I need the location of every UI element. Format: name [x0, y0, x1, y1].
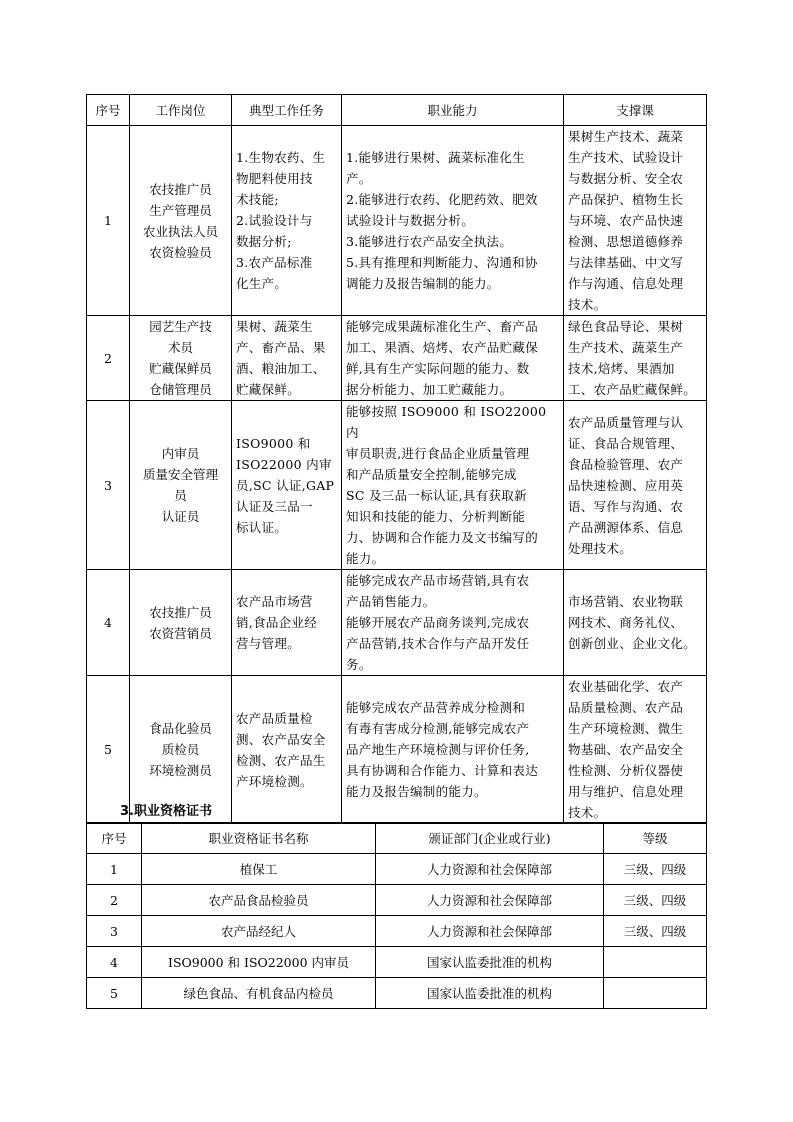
cert-table-row: [87, 978, 707, 1009]
course-cell-line: 果树生产技术、蔬菜: [568, 129, 684, 144]
header-no: 序号: [87, 95, 130, 126]
course-cell-line: 证、食品合规管理、: [568, 435, 684, 451]
course-cell-line: 农产品质量管理与认: [568, 414, 684, 430]
position-cell-line: 贮藏保鲜员: [149, 361, 212, 376]
task-cell-line: 销,食品企业经: [236, 615, 318, 630]
position-cell: [130, 570, 232, 676]
cert-level: 三级、四级: [604, 916, 707, 947]
cert-level: 三级、四级: [604, 854, 707, 885]
cert-table-row: [87, 885, 707, 916]
cert-header-no: 序号: [87, 823, 142, 854]
ability-cell-line: 5.具有推理和判断能力、沟通和协: [346, 255, 538, 270]
course-cell-line: 创新创业、企业文化。: [568, 636, 697, 651]
task-cell: [232, 570, 342, 676]
cert-no: 1: [87, 854, 142, 885]
course-cell-line: 品快速检测、应用英: [568, 477, 684, 493]
course-cell-line: 技术。: [568, 805, 607, 820]
row-number: 1: [87, 126, 130, 316]
task-cell-line: 农产品市场营: [236, 594, 313, 609]
task-cell-line: 营与管理。: [236, 636, 301, 651]
cert-table-header: [87, 823, 707, 854]
ability-cell: [342, 401, 564, 570]
position-cell-line: 术员: [167, 340, 193, 355]
cert-name: 农产品经纪人: [142, 916, 376, 947]
position-cell-line: 农技推广员: [149, 604, 212, 620]
course-cell-line: 食品检验管理、农产: [568, 456, 684, 472]
cert-header-dept: 颁证部门(企业或行业): [376, 823, 604, 854]
course-cell-line: 产品溯源体系、信息: [568, 519, 684, 535]
course-cell-line: 网技术、商务礼仪、: [568, 615, 684, 630]
ability-cell-line: 能力。: [346, 551, 385, 566]
course-cell-line: 农业基础化学、农产: [568, 679, 684, 694]
ability-cell-line: 调能力及报告编制的能力。: [346, 276, 500, 291]
course-cell-line: 物基础、农产品安全: [568, 742, 684, 757]
task-cell-line: 术技能;: [236, 192, 279, 207]
course-cell-line: 与法律基础、中文写: [568, 255, 684, 270]
position-cell-line: 园艺生产技: [149, 319, 212, 334]
ability-cell: [342, 316, 564, 401]
cert-table-row: [87, 854, 707, 885]
position-cell: [130, 126, 232, 316]
course-cell-line: 生产技术、蔬菜生产: [568, 340, 684, 355]
task-cell-line: 物肥料使用技: [236, 171, 313, 186]
task-cell: [232, 126, 342, 316]
course-cell-line: 用与维护、信息处理: [568, 784, 684, 799]
task-cell-line: 检测、农产品生: [236, 752, 326, 768]
cert-dept: 人力资源和社会保障部: [376, 885, 604, 916]
job-table-row: [87, 316, 707, 401]
task-cell-line: ISO9000 和: [236, 435, 311, 451]
cert-header-name: 职业资格证书名称: [142, 823, 376, 854]
position-cell: [130, 401, 232, 570]
task-cell-line: 1.生物农药、生: [236, 150, 326, 165]
ability-cell-line: 具有协调和合作能力、计算和表达: [346, 763, 539, 778]
course-cell-line: 作与沟通、信息处理: [568, 276, 684, 291]
position-cell-line: 仓储管理员: [149, 382, 212, 397]
task-cell: [232, 676, 342, 824]
task-cell-line: 果树、蔬菜生: [236, 319, 313, 334]
cert-no: 4: [87, 947, 142, 978]
position-cell-line: 食品化验员: [149, 721, 212, 736]
ability-cell-line: 产品营销,技术合作与产品开发任: [346, 636, 530, 651]
task-cell: [232, 401, 342, 570]
task-cell-line: 贮藏保鲜。: [236, 382, 301, 397]
position-cell-line: 员: [174, 488, 187, 503]
task-cell-line: 酒、粮油加工、: [236, 361, 326, 376]
course-cell: [564, 401, 707, 570]
ability-cell-line: 据分析能力、加工贮藏能力。: [346, 382, 513, 397]
position-cell-line: 农资营销员: [149, 625, 212, 641]
course-cell-line: 工、农产品贮藏保鲜。: [568, 382, 697, 397]
course-cell-line: 品质量检测、农产品: [568, 700, 684, 715]
cert-dept: 人力资源和社会保障部: [376, 916, 604, 947]
cert-table: [86, 822, 707, 1009]
task-cell-line: 化生产。: [236, 276, 288, 291]
header-position: 工作岗位: [130, 95, 232, 126]
cert-name: ISO9000 和 ISO22000 内审员: [142, 947, 376, 978]
job-table-row: [87, 126, 707, 316]
task-cell-line: 2.试验设计与: [236, 213, 313, 228]
ability-cell-line: 1.能够进行果树、蔬菜标准化生: [346, 150, 525, 165]
ability-cell-line: 能够完成农产品市场营销,具有农: [346, 573, 530, 588]
cert-section-title: 3.职业资格证书: [120, 804, 212, 819]
ability-cell-line: 能够按照 ISO9000 和 ISO22000 内: [346, 404, 547, 440]
row-number: 3: [87, 401, 130, 570]
ability-cell-line: 力、协调和合作能力及文书编写的: [346, 530, 539, 545]
task-cell-line: 3.农产品标准: [236, 255, 313, 270]
header-course: 支撑课: [564, 95, 707, 126]
position-cell-line: 生产管理员: [149, 202, 212, 218]
task-cell-line: 产环境检测。: [236, 773, 313, 789]
task-cell-line: 标认证。: [236, 519, 288, 535]
ability-cell-line: 务。: [346, 657, 372, 672]
cert-name: 绿色食品、有机食品内检员: [142, 978, 376, 1009]
ability-cell-line: 和产品质量安全控制,能够完成: [346, 467, 517, 482]
cert-table-row: [87, 916, 707, 947]
header-task: 典型工作任务: [232, 95, 342, 126]
position-cell-line: 环境检测员: [149, 763, 212, 778]
cert-dept: 人力资源和社会保障部: [376, 854, 604, 885]
cert-no: 3: [87, 916, 142, 947]
course-cell-line: 绿色食品导论、果树: [568, 319, 684, 334]
ability-cell-line: 能够完成果蔬标准化生产、畜产品: [346, 319, 539, 334]
task-cell: [232, 316, 342, 401]
course-cell-line: 技术,焙烤、果酒加: [568, 361, 675, 376]
task-cell-line: 员,SC 认证,GAP: [236, 477, 335, 493]
position-cell-line: 农技推广员: [149, 181, 212, 197]
position-cell-line: 认证员: [161, 509, 200, 524]
ability-cell-line: 能够完成农产品营养成分检测和: [346, 700, 526, 715]
ability-cell-line: 审员职责,进行食品企业质量管理: [346, 446, 530, 461]
row-number: 2: [87, 316, 130, 401]
position-cell-line: 质检员: [161, 742, 200, 757]
ability-cell-line: 能够开展农产品商务谈判,完成农: [346, 615, 530, 630]
cert-dept: 国家认监委批准的机构: [376, 947, 604, 978]
course-cell-line: 市场营销、农业物联: [568, 594, 684, 609]
cert-no: 2: [87, 885, 142, 916]
position-cell-line: 农业执法人员: [142, 223, 218, 239]
task-cell-line: 农产品质量检: [236, 710, 313, 726]
ability-cell: [342, 126, 564, 316]
course-cell: [564, 126, 707, 316]
job-table-row: [87, 401, 707, 570]
ability-cell-line: 知识和技能的能力、分析判断能: [346, 509, 526, 524]
ability-cell: [342, 570, 564, 676]
course-cell-line: 与数据分析、安全农: [568, 171, 684, 186]
course-cell-line: 性检测、分析仪器使: [568, 763, 684, 778]
cert-level: [604, 978, 707, 1009]
task-cell-line: ISO22000 内审: [236, 456, 332, 472]
cert-table-row: [87, 947, 707, 978]
ability-cell-line: SC 及三品一标认证,具有获取新: [346, 488, 527, 503]
course-cell: [564, 676, 707, 824]
course-cell-line: 产品保护、植物生长: [568, 192, 684, 207]
course-cell-line: 与环境、农产品快速: [568, 213, 684, 228]
task-cell-line: 测、农产品安全: [236, 731, 326, 747]
row-number: 5: [87, 676, 130, 824]
cert-level: 三级、四级: [604, 885, 707, 916]
course-cell: [564, 570, 707, 676]
job-table-row: [87, 570, 707, 676]
ability-cell-line: 鲜,具有生产实际问题的能力、数: [346, 361, 530, 376]
ability-cell-line: 产。: [346, 171, 372, 186]
ability-cell-line: 产品销售能力。: [346, 594, 436, 609]
course-cell: [564, 316, 707, 401]
task-cell-line: 认证及三品一: [236, 498, 313, 514]
course-cell-line: 语、写作与沟通、农: [568, 498, 684, 514]
course-cell-line: 处理技术。: [568, 540, 633, 556]
ability-cell-line: 3.能够进行农产品安全执法。: [346, 234, 513, 249]
job-table-header: [87, 95, 707, 126]
position-cell-line: 内审员: [161, 446, 200, 461]
course-cell-line: 技术。: [568, 297, 607, 312]
row-number: 4: [87, 570, 130, 676]
job-table: [86, 94, 707, 824]
ability-cell-line: 能力及报告编制的能力。: [346, 784, 487, 799]
ability-cell-line: 试验设计与数据分析。: [346, 213, 475, 228]
ability-cell-line: 加工、果酒、焙烤、农产品贮藏保: [346, 340, 539, 355]
task-cell-line: 产、畜产品、果: [236, 340, 326, 355]
ability-cell-line: 2.能够进行农药、化肥药效、肥效: [346, 192, 538, 207]
cert-header-level: 等级: [604, 823, 707, 854]
position-cell-line: 农资检验员: [149, 244, 212, 260]
cert-no: 5: [87, 978, 142, 1009]
course-cell-line: 生产技术、试验设计: [568, 150, 684, 165]
cert-name: 农产品食品检验员: [142, 885, 376, 916]
ability-cell-line: 有毒有害成分检测,能够完成农产: [346, 721, 530, 736]
course-cell-line: 生产环境检测、微生: [568, 721, 684, 736]
ability-cell: [342, 676, 564, 824]
task-cell-line: 数据分析;: [236, 234, 292, 249]
course-cell-line: 检测、思想道德修养: [568, 234, 684, 249]
header-ability: 职业能力: [342, 95, 564, 126]
position-cell-line: 质量安全管理: [142, 467, 218, 482]
cert-name: 植保工: [142, 854, 376, 885]
cert-dept: 国家认监委批准的机构: [376, 978, 604, 1009]
cert-level: [604, 947, 707, 978]
ability-cell-line: 品产地生产环境检测与评价任务,: [346, 742, 530, 757]
position-cell: [130, 316, 232, 401]
